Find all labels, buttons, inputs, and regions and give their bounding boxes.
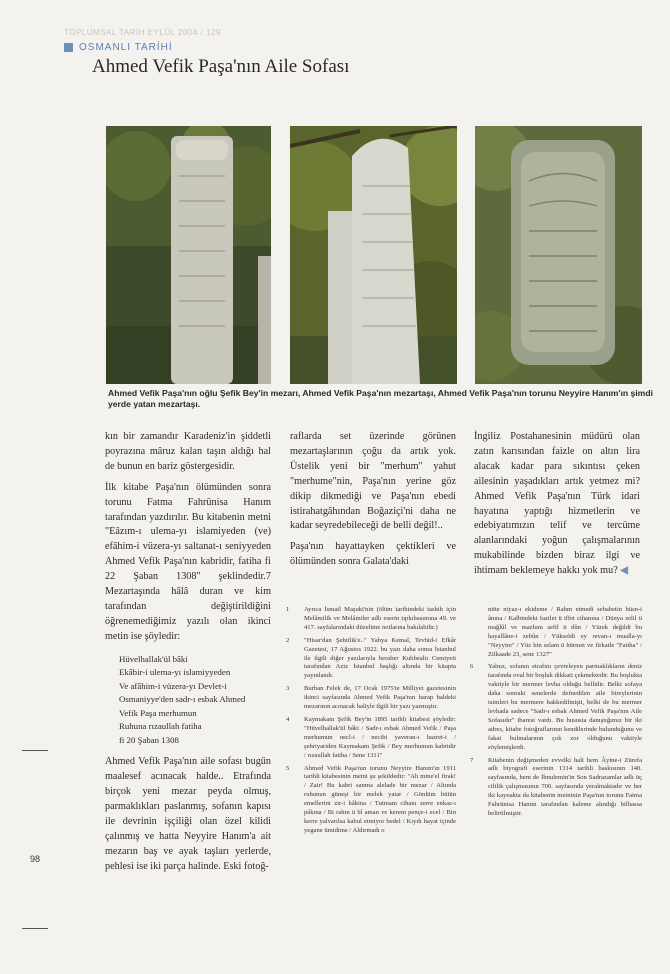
verse-line: fi 20 Şaban 1308 xyxy=(119,734,179,745)
verse-line: Osmaniyye'den sadr-ı esbak Ahmed xyxy=(119,694,246,705)
footnote-text: Burhan Felek de, 17 Ocak 1975'te Milliyet gazetesinin ikinci sayfasında Ahmed Vefik Paşa'nın harap haldeki mezarının acınacak haliyle ilgili bir yazı yazmıştır. xyxy=(304,685,456,711)
footnote xyxy=(470,757,642,819)
photo-neyyire-hanim-grave xyxy=(475,126,642,384)
paragraph: Ahmed Vefik Paşa'nın aile sofası bugün maalesef acınacak halde.. Etrafında birçok yeni mezar peyda olmuş, parmaklıkları paslanmış, sofanın kapısı ile devrinin işçiliği olan özel kilidi çalınmış ve hatta Neyyire Hanım'a ait mezarın baş ve ayak taşları yerlerde, pehlesi ise iki parça halinde. Eski fotoğ- xyxy=(105,756,271,872)
footnote-number: 4 xyxy=(286,715,290,723)
column-3 xyxy=(474,430,640,585)
footnote xyxy=(286,685,456,712)
footnote xyxy=(286,637,456,682)
figure-caption: Ahmed Vefik Paşa'nın oğlu Şefik Bey'in mezarı, Ahmed Vefik Paşa'nın mezartaşı, Ahmed Vefik Paşa'nın torunu Neyyire Hanım'ın şimdi yerde yatan mezartaşı. xyxy=(108,388,653,409)
paragraph xyxy=(474,430,640,579)
footnote-text: Yalnız, sofanın etrafını çevreleyen parmaklıkların deniz tarafında oval bir boşluk dikkati çekmektedir. Bu boşlukta vaktiyle bir mermer levha olduğu bellidir. Belki sofaya daha sonraki senelerde defnedilen aile bireylerinin isimleri bu mermere hakkedilmişti, belki de bu mermer levhada sadece "Sadr-ı esbak Ahmed Vefik Paşa'nın Aile Sofasıdır" ibaresi vardı. Bu hususta danıştığımız bir iki adres, kitabe fotoğraflarının kendilerinde bulunduğunu ve fakat bulmalarının çok zor olduğunu vaktiyle söylemişlerdi. xyxy=(488,663,642,751)
photo-ahmed-vefik-pasa-grave xyxy=(290,126,457,384)
footnote-text: nitte niyaz-ı ekideme / Rahm etmedi sebabetin hüsn-i ânına / Kalbindeki fazilet ü iffet cihanına / Dünya zelil ü mağlûl ve mazlum sefil ü dûn / Yürek değildi bu hayallâne-i zebûn / Yükseldi ey revan-ı mualla-yı "Neyyire" / Yüz bin selam ü hürmet ve firkatle "Fatiha" / Zilkaade 23, sene 1327" xyxy=(488,606,642,658)
verse-line: Ruhuna rızaullah fatiha xyxy=(119,721,202,732)
paragraph: İlk kitabe Paşa'nın ölümünden sonra torunu Fatma Fahrünisa Hanım tarafından yazdırılır. Bu kitabenin metni "Eâzım-ı ulema-yı islamiyeden (ve) efâhim-i vüzera-yı saltanat-ı seniyyeden Ahmed Vefik Paşa'nın kabridir, fatiha fi 22 Şaban 1308" şeklindedir.7 Mezartaşında hâlâ duran ve kim tarafından değiştirildiğini öğrenemediğimiz yazılı olan ikinci metin ise şöyledir: xyxy=(105,481,271,642)
footnote-text: Ahmed Vefik Paşa'nın torunu Neyyire Hanım'ın 1911 tarihli kitabesinin metni şu şekildedir: "Ah mine'el firak! / Zair! Bu kabri sanma alelade bir mezar / Altında ruhunun güneşi bir melek yatar / Gönlüm bütün emellerini zir-i hâkina / Tutmam cihanı zerre enkaz-ı pâkına / Bi rahm ü bî aman ve kerem pençe-i ecel / Bin kerre yalvarılsa kabul etmiyor bedel / Kıydı hayat içinde yegane ümidime / Aldırmadı o xyxy=(304,764,456,834)
footnote-text: "Hisar'dan Şehitlik'e.." Yahya Kemal, Tevhid-i Efkâr Gazetesi, 17 Ağustos 1922. bu yazı daha sonra İstanbul ile ilgili diğer yazılarıyla beraber Kubbealtı Cemiyeti tarafından Aziz İstanbul başlığı altında bir kitapta yayınlandı. xyxy=(304,636,456,680)
footnote-number: 5 xyxy=(286,764,290,772)
footnote-text: Kitabenin değişmeden evvelki hali hem Âyine-i Zürefa adlı biyografi eserinin 1314 tarihli baskısının 140. sayfasında, hem de İbnulemin'in Son Sadrazamlar adlı üç ciltlik çalışmasının 700. sayfasında yeralmaktadır ve her iki kaynakta da kitabenin metninin Paşa'nın torunu Fatma Fahrünisa Hanım tarafından kaleme alındığı bilhassa belirtilmiştir. xyxy=(488,756,642,817)
section-text: OSMANLI TARİHİ xyxy=(79,42,173,53)
verse-line: Hüvelhallak'ül bâki xyxy=(119,653,188,664)
photo-sefik-bey-grave xyxy=(106,126,271,384)
running-head: TOPLUMSAL TARİH EYLÜL 2004 / 129 xyxy=(64,28,221,37)
verse-line: Ekâbir-i ulema-yı islamiyyeden xyxy=(119,667,231,678)
section-square-icon xyxy=(64,43,73,52)
paragraph: raflarda set üzerinde görünen mezartaşlarının çoğu da artık yok. Üstelik yeni bir "merhum" yahut "merhume"nin, Paşa'nın yerine göz dikip dikmediği ve Paşa'nın ebedi istirahatgâhından Boğaziçi'ni daha ne kadar seyredebileceği de belli değil!.. xyxy=(290,431,456,532)
footnote-number: 1 xyxy=(286,606,290,613)
column-1 xyxy=(105,430,271,880)
footnote-text: Kaymakam Şefik Bey'in 1895 tarihli kitabesi şöyledir: "Hüvelhallak'ül bâki / Sadr-ı esbak Ahmed Vefik / Paşa merhumun necl-i / necibi yaveran-ı hazret-i / şehriyariden Kaymakam Şefik / Bey merhumun kabridir / rızaullah fatiha / Sene 1311" xyxy=(304,715,456,759)
paragraph: kın bir zamandır Karadeniz'in şiddetli poyrazına mâruz kalan taşın aldığı hal de bunun en bariz göstergesidir. xyxy=(105,431,271,472)
footnote-number: 2 xyxy=(286,636,290,644)
inscription-verse xyxy=(119,653,271,748)
margin-rule xyxy=(22,928,48,929)
section-label xyxy=(64,42,173,53)
footnote-number: 3 xyxy=(286,685,290,693)
column-2 xyxy=(290,430,456,576)
footnote xyxy=(470,663,642,752)
footnote xyxy=(286,765,456,836)
footnote-number: 7 xyxy=(470,756,474,764)
footnote xyxy=(470,606,642,659)
footnotes-left xyxy=(286,606,456,840)
footnote xyxy=(286,716,456,761)
margin-rule xyxy=(22,750,48,751)
footnote-number: 6 xyxy=(470,663,474,671)
footnote-text: Ayrıca İsmail Maşuki'nin (ölüm tarihindeki tashih için Melâmilik ve Melâmiler adlı eserin tıpkıbasımına 49. ve 417. sayfalarındaki düzeltme notlarına bakılabilir.) xyxy=(304,606,456,631)
article-end-icon: ◀ xyxy=(620,565,629,577)
verse-line: Ve afâhim-i vüzera-yı Devlet-i xyxy=(119,680,227,691)
paragraph: Paşa'nın hayattayken çektikleri ve ölümünden sonra Galata'daki xyxy=(290,541,456,568)
verse-line: Vefik Paşa merhumun xyxy=(119,707,197,718)
footnotes-right xyxy=(470,606,642,823)
paragraph-text: İngiliz Postahanesinin müdürü olan zatın karısından faizle on altın lira alacak kadar para sıkıntısı çeken ailesinin yaşadıkları artık yetmez mi? Ahmed Vefik Paşa'nın Türk idari hayatına yaptığı hizmetlerin ve edebiyatımızın telif ve tercüme alanlarındaki yoğun çalışmalarının mukabilinde bizden biraz ilgi ve ihtimam beklemeye hakkı yok mu? xyxy=(474,431,640,577)
footnote xyxy=(286,606,456,633)
footnote-number xyxy=(470,606,488,659)
page-number: 98 xyxy=(30,854,41,864)
article-title: Ahmed Vefik Paşa'nın Aile Sofası xyxy=(92,56,350,77)
